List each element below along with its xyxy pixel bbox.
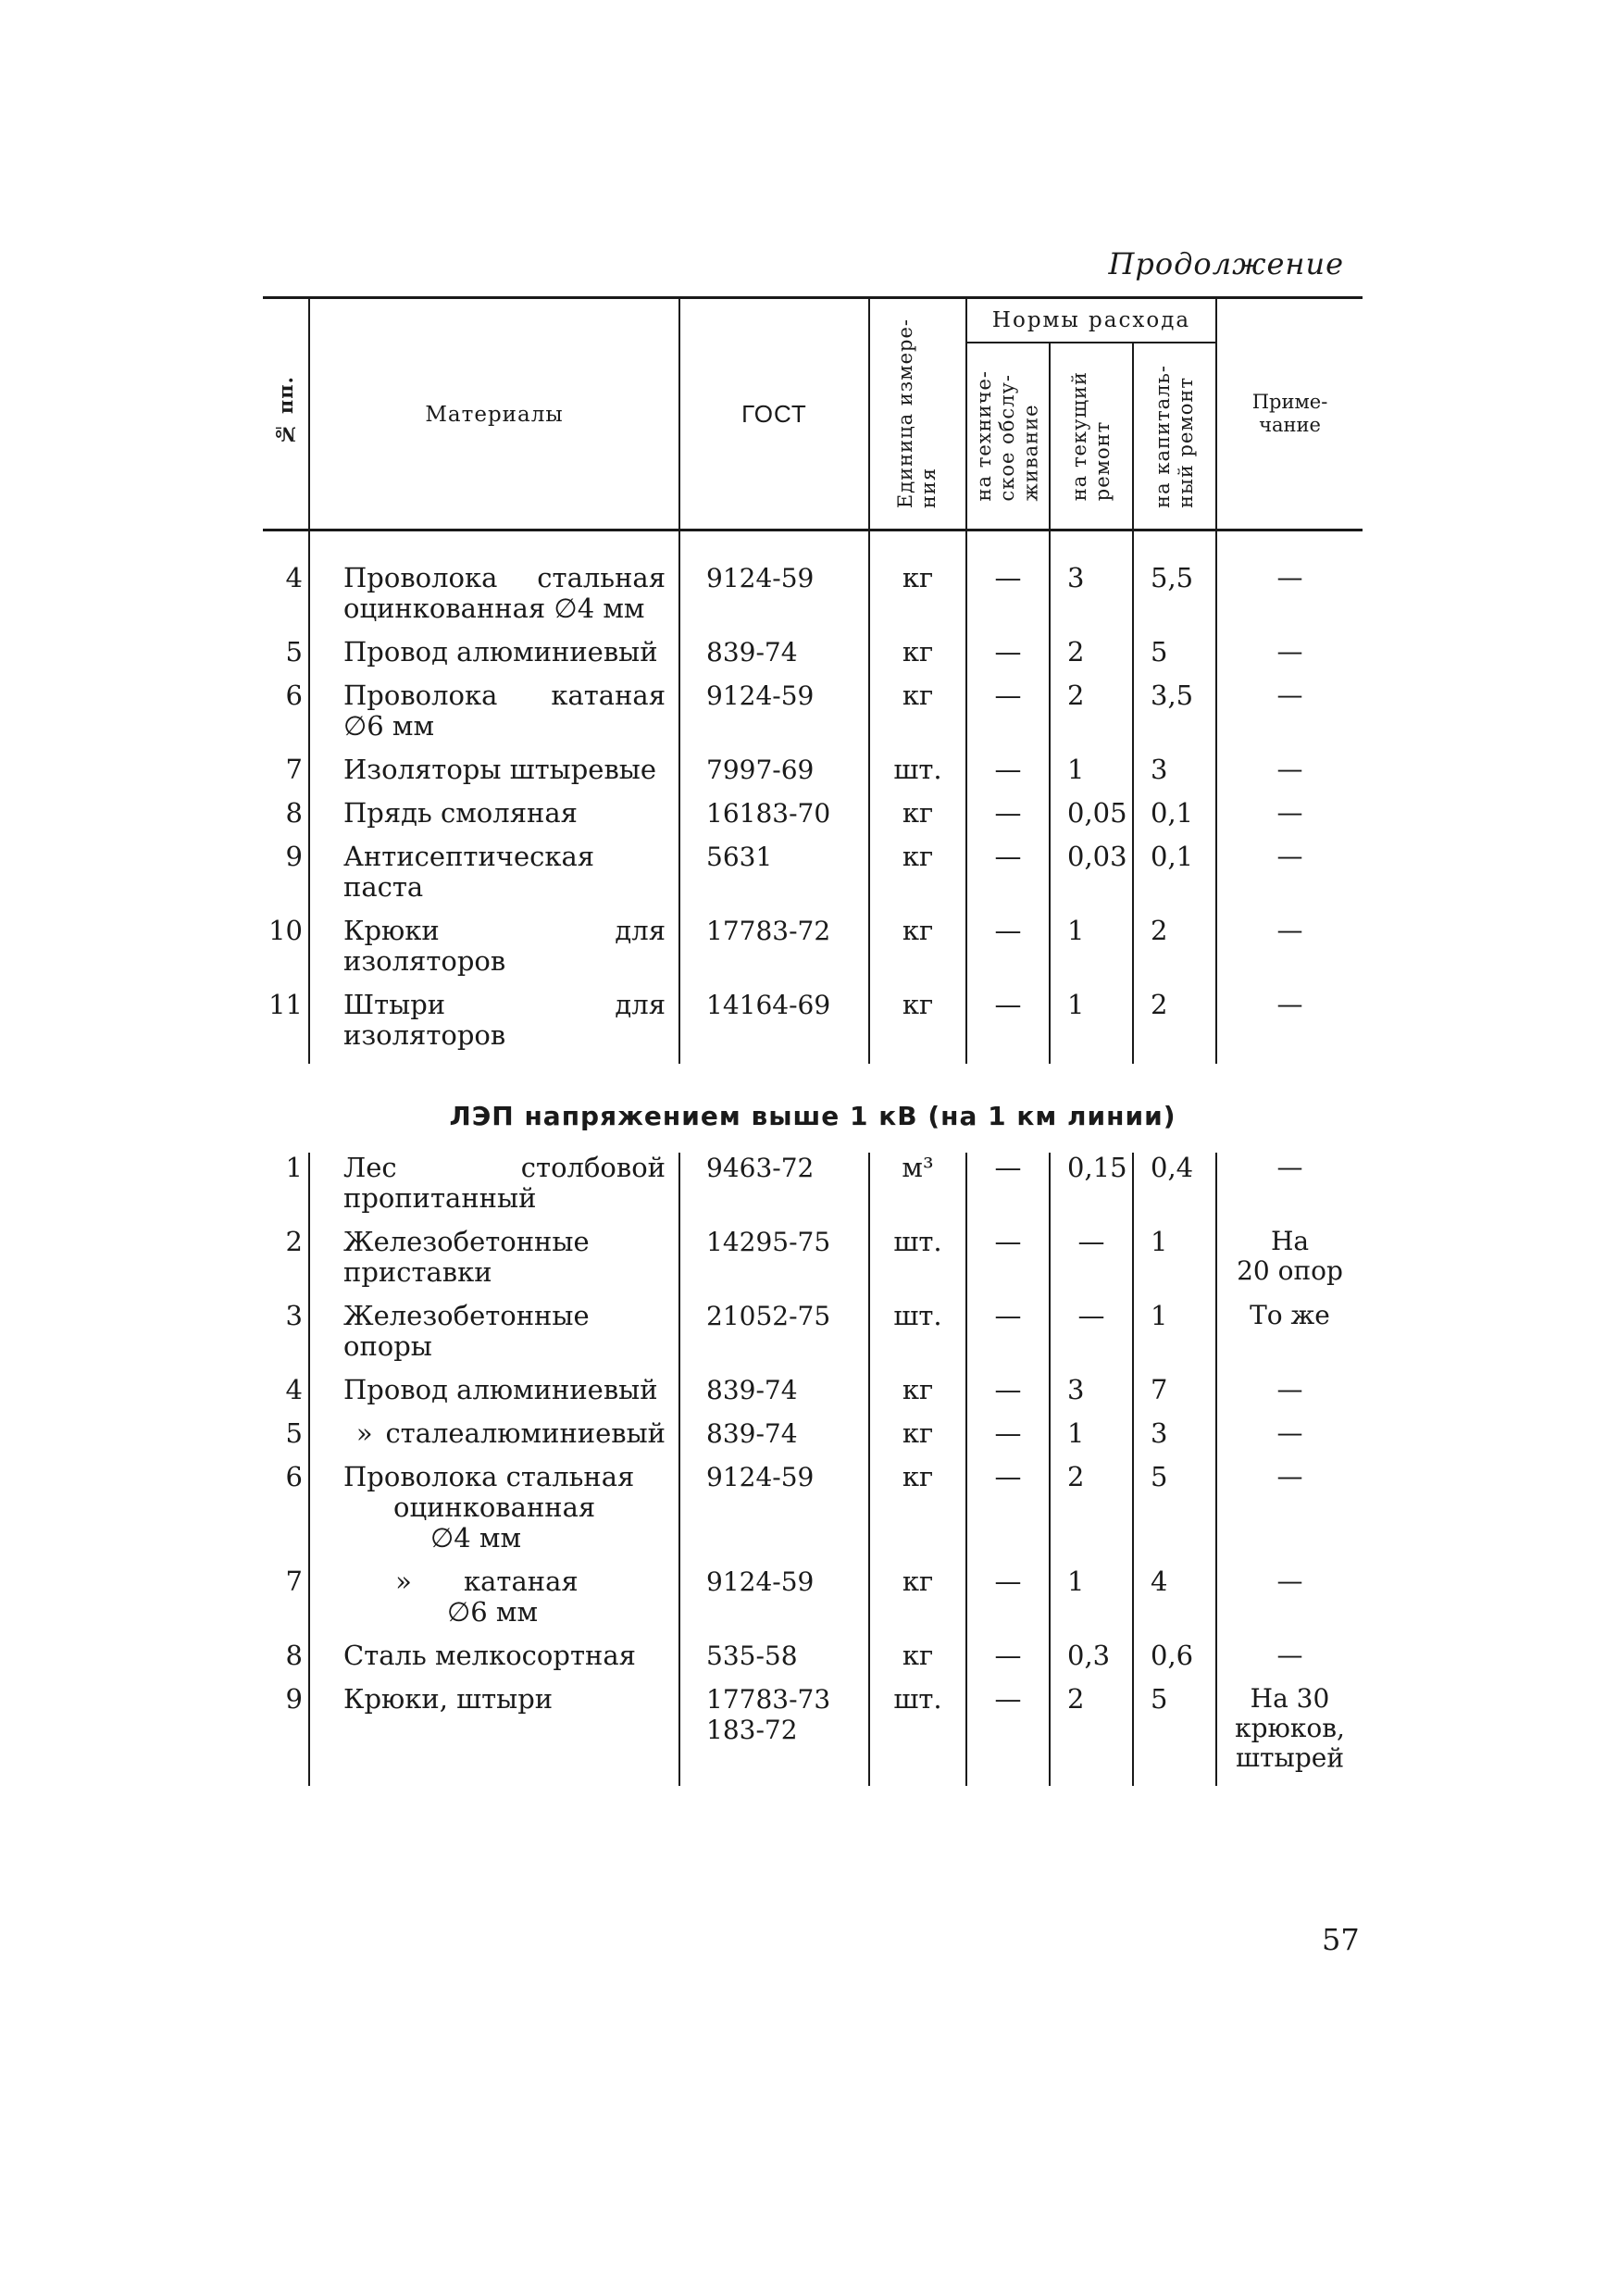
row-gost: 17783-72 [679,916,869,990]
row-norm-current: 0,3 [1050,1641,1133,1684]
row-material: Железобетонные опоры [309,1301,679,1375]
row-norm-capital: 1 [1133,1227,1216,1301]
row-note: — [1216,563,1363,637]
row-note: На 30 крюков, штырей [1216,1684,1363,1786]
row-norm-current: 1 [1050,755,1133,798]
row-num: 5 [285,636,303,668]
row-norm-current: — [1050,1301,1133,1375]
row-unit: кг [869,637,966,680]
row-material: Проволока катаная ∅6 мм [309,680,679,755]
row-num: 7 [285,754,303,785]
row-norm-capital: 3,5 [1133,680,1216,755]
header-norm-current: на текущий ремонт [1050,343,1133,530]
section2-table [263,1153,1363,1786]
row-unit: кг [869,990,966,1064]
row-note: — [1216,916,1363,990]
row-unit: шт. [869,1227,966,1301]
row-material: Железобетонные приставки [309,1227,679,1301]
row-norm-capital: 0,4 [1133,1153,1216,1227]
row-norm-current: 2 [1050,637,1133,680]
row-unit: кг [869,916,966,990]
row-gost: 7997-69 [679,755,869,798]
row-num: 5 [285,1417,303,1449]
row-norm-capital: 7 [1133,1375,1216,1418]
row-norm-maintenance: — [966,916,1050,990]
row-note: На 20 опор [1216,1227,1363,1301]
row-num: 8 [285,1640,303,1671]
continuation-label: Продолжение [1108,246,1344,281]
row-gost: 14295-75 [679,1227,869,1301]
row-norm-current: 2 [1050,680,1133,755]
row-note: — [1216,637,1363,680]
row-num: 11 [268,989,303,1020]
row-norm-current: 1 [1050,1566,1133,1641]
row-norm-current: 2 [1050,1462,1133,1566]
row-material: Сталь мелкосортная [309,1641,679,1684]
row-norm-capital: 5 [1133,1684,1216,1786]
row-material: Проволока стальная оцинкованная ∅4 мм [309,563,679,637]
table-row [263,1153,1363,1227]
row-norm-maintenance: — [966,1641,1050,1684]
row-num: 8 [285,797,303,829]
row-norm-capital: 5,5 [1133,563,1216,637]
row-norm-current: 3 [1050,563,1133,637]
row-num: 6 [285,1461,303,1492]
row-note: То же [1216,1301,1363,1375]
row-material: Антисептическая паста [309,842,679,916]
row-norm-capital: 3 [1133,1418,1216,1462]
row-norm-maintenance: — [966,798,1050,842]
table-row [263,1301,1363,1375]
row-num: 3 [285,1300,303,1331]
row-note: — [1216,990,1363,1064]
row-norm-capital: 4 [1133,1566,1216,1641]
row-norm-maintenance: — [966,563,1050,637]
row-norm-capital: 0,1 [1133,842,1216,916]
table-row [263,1418,1363,1462]
row-note: — [1216,1641,1363,1684]
row-norm-capital: 5 [1133,1462,1216,1566]
row-gost: 17783-73 183-72 [679,1684,869,1786]
row-unit: кг [869,842,966,916]
table-row [263,1641,1363,1684]
row-gost: 535-58 [679,1641,869,1684]
row-norm-maintenance: — [966,1462,1050,1566]
row-note: — [1216,1566,1363,1641]
row-note: — [1216,1375,1363,1418]
table-row [263,680,1363,755]
row-gost: 9124-59 [679,1462,869,1566]
row-material: Лес столбовой пропитанный [309,1153,679,1227]
row-gost: 839-74 [679,637,869,680]
table-row [263,1462,1363,1566]
row-norm-capital: 3 [1133,755,1216,798]
row-num: 4 [285,1374,303,1405]
row-note: — [1216,755,1363,798]
section-title: ЛЭП напряжением выше 1 кВ (на 1 км линии) [449,1101,1176,1131]
table-row [263,1227,1363,1301]
header-materials: Материалы [309,298,679,530]
row-material: Штыри для изоляторов [309,990,679,1064]
row-note: — [1216,842,1363,916]
row-unit: кг [869,1375,966,1418]
row-unit: кг [869,1566,966,1641]
row-norm-capital: 1 [1133,1301,1216,1375]
row-unit: кг [869,798,966,842]
row-unit: кг [869,1462,966,1566]
row-gost: 21052-75 [679,1301,869,1375]
table-row [263,1375,1363,1418]
row-note: — [1216,798,1363,842]
table-row [263,990,1363,1064]
row-norm-current: — [1050,1227,1133,1301]
row-unit: шт. [869,1301,966,1375]
row-material: Прядь смоляная [309,798,679,842]
row-norm-maintenance: — [966,1153,1050,1227]
page-number: 57 [1322,1922,1360,1957]
table-row [263,916,1363,990]
row-unit: м³ [869,1153,966,1227]
row-num: 6 [285,680,303,711]
row-material: Проволока стальная оцинкованная ∅4 мм [309,1462,679,1566]
row-norm-maintenance: — [966,680,1050,755]
header-num: № пп. [273,376,297,446]
row-unit: кг [869,680,966,755]
row-norm-capital: 0,6 [1133,1641,1216,1684]
row-norm-maintenance: — [966,990,1050,1064]
norms-table [263,296,1363,1786]
row-note: — [1216,1153,1363,1227]
row-num: 4 [285,562,303,593]
row-gost: 16183-70 [679,798,869,842]
row-gost: 9463-72 [679,1153,869,1227]
row-material: Крюки для изоляторов [309,916,679,990]
header-gost: ГОСТ [679,298,869,530]
row-num: 9 [285,841,303,872]
row-norm-maintenance: — [966,842,1050,916]
row-material: Крюки, штыри [309,1684,679,1786]
row-material: Провод алюминиевый [309,1375,679,1418]
row-num: 7 [285,1566,303,1597]
row-norm-maintenance: — [966,1227,1050,1301]
row-norm-capital: 2 [1133,990,1216,1064]
header-unit: Единица измере- ния [869,298,966,530]
row-norm-current: 1 [1050,990,1133,1064]
row-num: 2 [285,1226,303,1257]
row-material: » сталеалюминиевый [309,1418,679,1462]
row-gost: 9124-59 [679,563,869,637]
table-row [263,1566,1363,1641]
row-norm-capital: 2 [1133,916,1216,990]
table-row [263,1684,1363,1786]
row-norm-maintenance: — [966,1375,1050,1418]
table-row [263,563,1363,637]
row-unit: шт. [869,1684,966,1786]
table-row [263,842,1363,916]
header-norms: Нормы расхода [966,298,1216,343]
row-norm-current: 3 [1050,1375,1133,1418]
row-norm-maintenance: — [966,1684,1050,1786]
row-norm-current: 2 [1050,1684,1133,1786]
row-unit: кг [869,1418,966,1462]
row-num: 1 [285,1152,303,1183]
ditto-mark: » [355,1417,373,1449]
table-header [263,296,1363,531]
row-material: » катаная ∅6 мм [309,1566,679,1641]
row-note: — [1216,1418,1363,1462]
table-row [263,755,1363,798]
row-gost: 839-74 [679,1418,869,1462]
row-num: 9 [285,1683,303,1715]
row-norm-current: 0,05 [1050,798,1133,842]
row-note: — [1216,1462,1363,1566]
row-gost: 9124-59 [679,1566,869,1641]
row-norm-maintenance: — [966,1566,1050,1641]
table-row [263,637,1363,680]
row-norm-current: 1 [1050,916,1133,990]
row-norm-current: 0,03 [1050,842,1133,916]
row-material: Провод алюминиевый [309,637,679,680]
row-num: 10 [268,915,303,946]
header-note: Приме- чание [1216,298,1363,530]
ditto-mark: » [395,1566,412,1597]
row-unit: шт. [869,755,966,798]
row-norm-capital: 5 [1133,637,1216,680]
row-norm-maintenance: — [966,1301,1050,1375]
header-norm-capital: на капиталь- ный ремонт [1133,343,1216,530]
row-norm-current: 1 [1050,1418,1133,1462]
row-norm-maintenance: — [966,637,1050,680]
row-note: — [1216,680,1363,755]
row-material: Изоляторы штыревые [309,755,679,798]
row-unit: кг [869,1641,966,1684]
row-norm-maintenance: — [966,755,1050,798]
row-gost: 5631 [679,842,869,916]
row-gost: 9124-59 [679,680,869,755]
row-gost: 839-74 [679,1375,869,1418]
row-gost: 14164-69 [679,990,869,1064]
row-norm-current: 0,15 [1050,1153,1133,1227]
row-norm-maintenance: — [966,1418,1050,1462]
table-row [263,798,1363,842]
section1-table [263,531,1363,1064]
row-unit: кг [869,563,966,637]
row-norm-capital: 0,1 [1133,798,1216,842]
header-norm-maintenance: на техниче- ское обслу- живание [966,343,1050,530]
